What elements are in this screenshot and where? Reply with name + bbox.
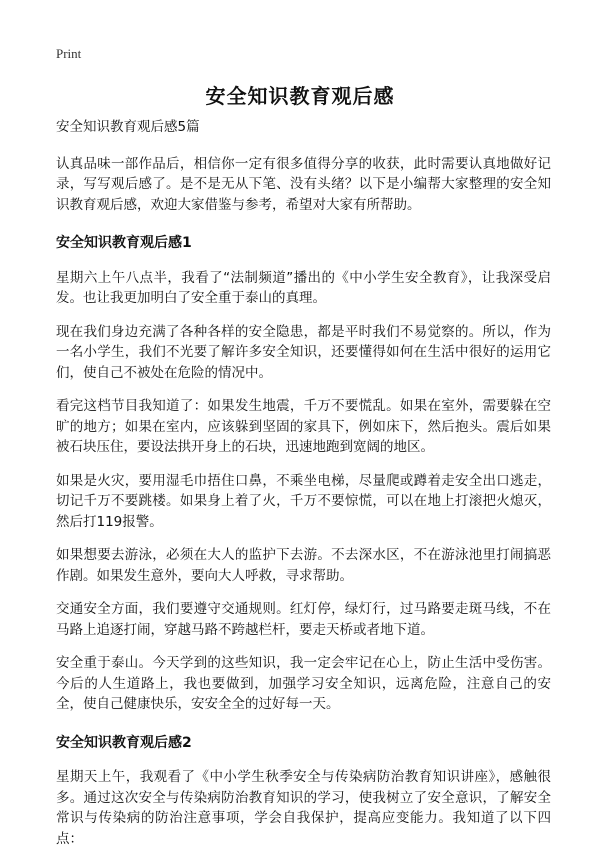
section-heading-2: 安全知识教育观后感2 [56,734,192,751]
intro-paragraph: 认真品味一部作品后，相信你一定有很多值得分享的收获，此时需要认真地做好记录，写写观后感了。是不是无从下笔、没有头绪？以下是小编帮大家整理的安全知识教育观后感，欢迎大家借鉴与参考，希望对大家有所帮助。 [56,155,551,213]
section-heading-1: 安全知识教育观后感1 [56,235,192,251]
section-1-paragraph: 如果想要去游泳，必须在大人的监护下去游。不去深水区，不在游泳池里打闹搞恶作剧。如果发生意外，要向大人呼救，寻求帮助。 [56,547,551,584]
section-2-paragraph: 星期天上午，我观看了《中小学生秋季安全与传染病防治教育知识讲座》，感触很多。通过这次安全与传染病防治教育知识的学习，使我树立了安全意识，了解安全常识与传染病的防治注意事项，学会自我保护，提高应变能力。我知道了以下四点： [56,769,551,847]
article-body [56,117,551,862]
print-link[interactable]: Print [56,46,82,61]
section-1-paragraph: 交通安全方面，我们要遵守交通规则。红灯停，绿灯行，过马路要走斑马线，不在马路上追逐打闹，穿越马路不跨越栏杆，要走天桥或者地下道。 [56,601,551,638]
section-1-paragraph: 如果是火灾，要用湿毛巾捂住口鼻，不乘坐电梯，尽量爬或蹲着走安全出口逃走，切记千万不要跳楼。如果身上着了火，千万不要惊慌，可以在地上打滚把火熄灭，然后打119报警。 [56,472,551,530]
section-1-paragraph: 现在我们身边充满了各种各样的安全隐患，都是平时我们不易觉察的。所以，作为一名小学生，我们不光要了解许多安全知识，还要懂得如何在生活中很好的运用它们，使自己不被处在危险的情况中。 [56,323,551,381]
article-subtitle: 安全知识教育观后感5篇 [56,119,200,135]
section-1-paragraph: 星期六上午八点半，我看了“法制频道”播出的《中小学生安全教育》，让我深受启发。也让我更加明白了安全重于泰山的真理。 [56,269,551,306]
section-1-paragraph: 看完这档节目我知道了：如果发生地震，千万不要慌乱。如果在室外，需要躲在空旷的地方；如果在室内，应该躲到坚固的家具下，例如床下，然后抱头。震后如果被石块压住，要设法拱开身上的石块，迅速地跑到宽阔的地区。 [56,398,551,455]
section-1-paragraph: 安全重于泰山。今天学到的这些知识，我一定会牢记在心上，防止生活中受伤害。今后的人生道路上，我也要做到，加强学习安全知识，远离危险，注意自己的安全，使自己健康快乐，安安全全的过好每一天。 [56,655,551,712]
page-title: 安全知识教育观后感 [205,84,395,108]
